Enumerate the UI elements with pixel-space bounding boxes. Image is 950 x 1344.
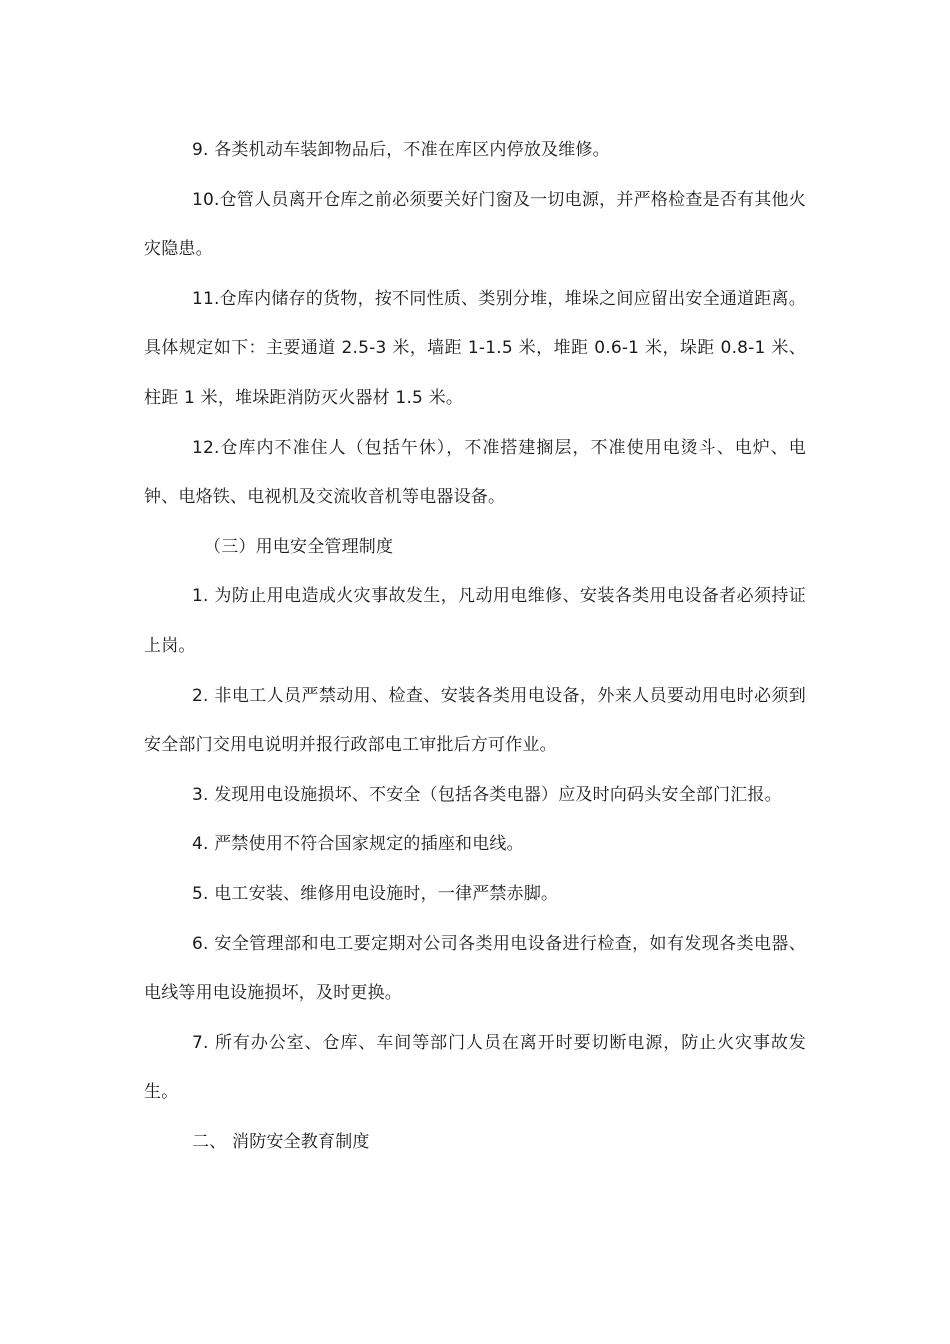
paragraph-electrical-7: 7. 所有办公室、仓库、车间等部门人员在离开时要切断电源，防止火灾事故发生。 [144,1032,806,1103]
paragraph-rule-10: 10.仓管人员离开仓库之前必须要关好门窗及一切电源，并严格检查是否有其他火灾隐患。 [144,189,806,260]
section-heading-electrical-safety: （三）用电安全管理制度 [204,536,394,557]
paragraph-electrical-2: 2. 非电工人员严禁动用、检查、安装各类用电设备，外来人员要动用电时必须到安全部门交用电说明并报行政部电工审批后方可作业。 [144,685,806,756]
paragraph-electrical-5: 5. 电工安装、维修用电设施时，一律严禁赤脚。 [192,883,559,904]
section-heading-fire-education: 二、 消防安全教育制度 [192,1131,370,1152]
paragraph-rule-9: 9. 各类机动车装卸物品后，不准在库区内停放及维修。 [192,140,610,160]
paragraph-rule-11: 11.仓库内储存的货物，按不同性质、类别分堆，堆垛之间应留出安全通道距离。具体规定如下：主要通道 2.5-3 米，墙距 1-1.5 米，堆距 0.6-1 米，垛距 0.8-1 米、柱距 1 米，堆垛距消防灭火器材 1.5 米。 [144,288,806,408]
paragraph-electrical-4: 4. 严禁使用不符合国家规定的插座和电线。 [192,834,524,855]
paragraph-electrical-6: 6. 安全管理部和电工要定期对公司各类用电设备进行检查，如有发现各类电器、电线等用电设施损坏，及时更换。 [144,933,806,1004]
document-page [144,126,806,1167]
paragraph-rule-12: 12.仓库内不准住人（包括午休），不准搭建搁层，不准使用电烫斗、电炉、电钟、电烙铁、电视机及交流收音机等电器设备。 [144,437,806,508]
paragraph-electrical-1: 1. 为防止用电造成火灾事故发生，凡动用电维修、安装各类用电设备者必须持证上岗。 [144,586,806,656]
paragraph-electrical-3: 3. 发现用电设施损坏、不安全（包括各类电器）应及时向码头安全部门汇报。 [192,784,782,805]
